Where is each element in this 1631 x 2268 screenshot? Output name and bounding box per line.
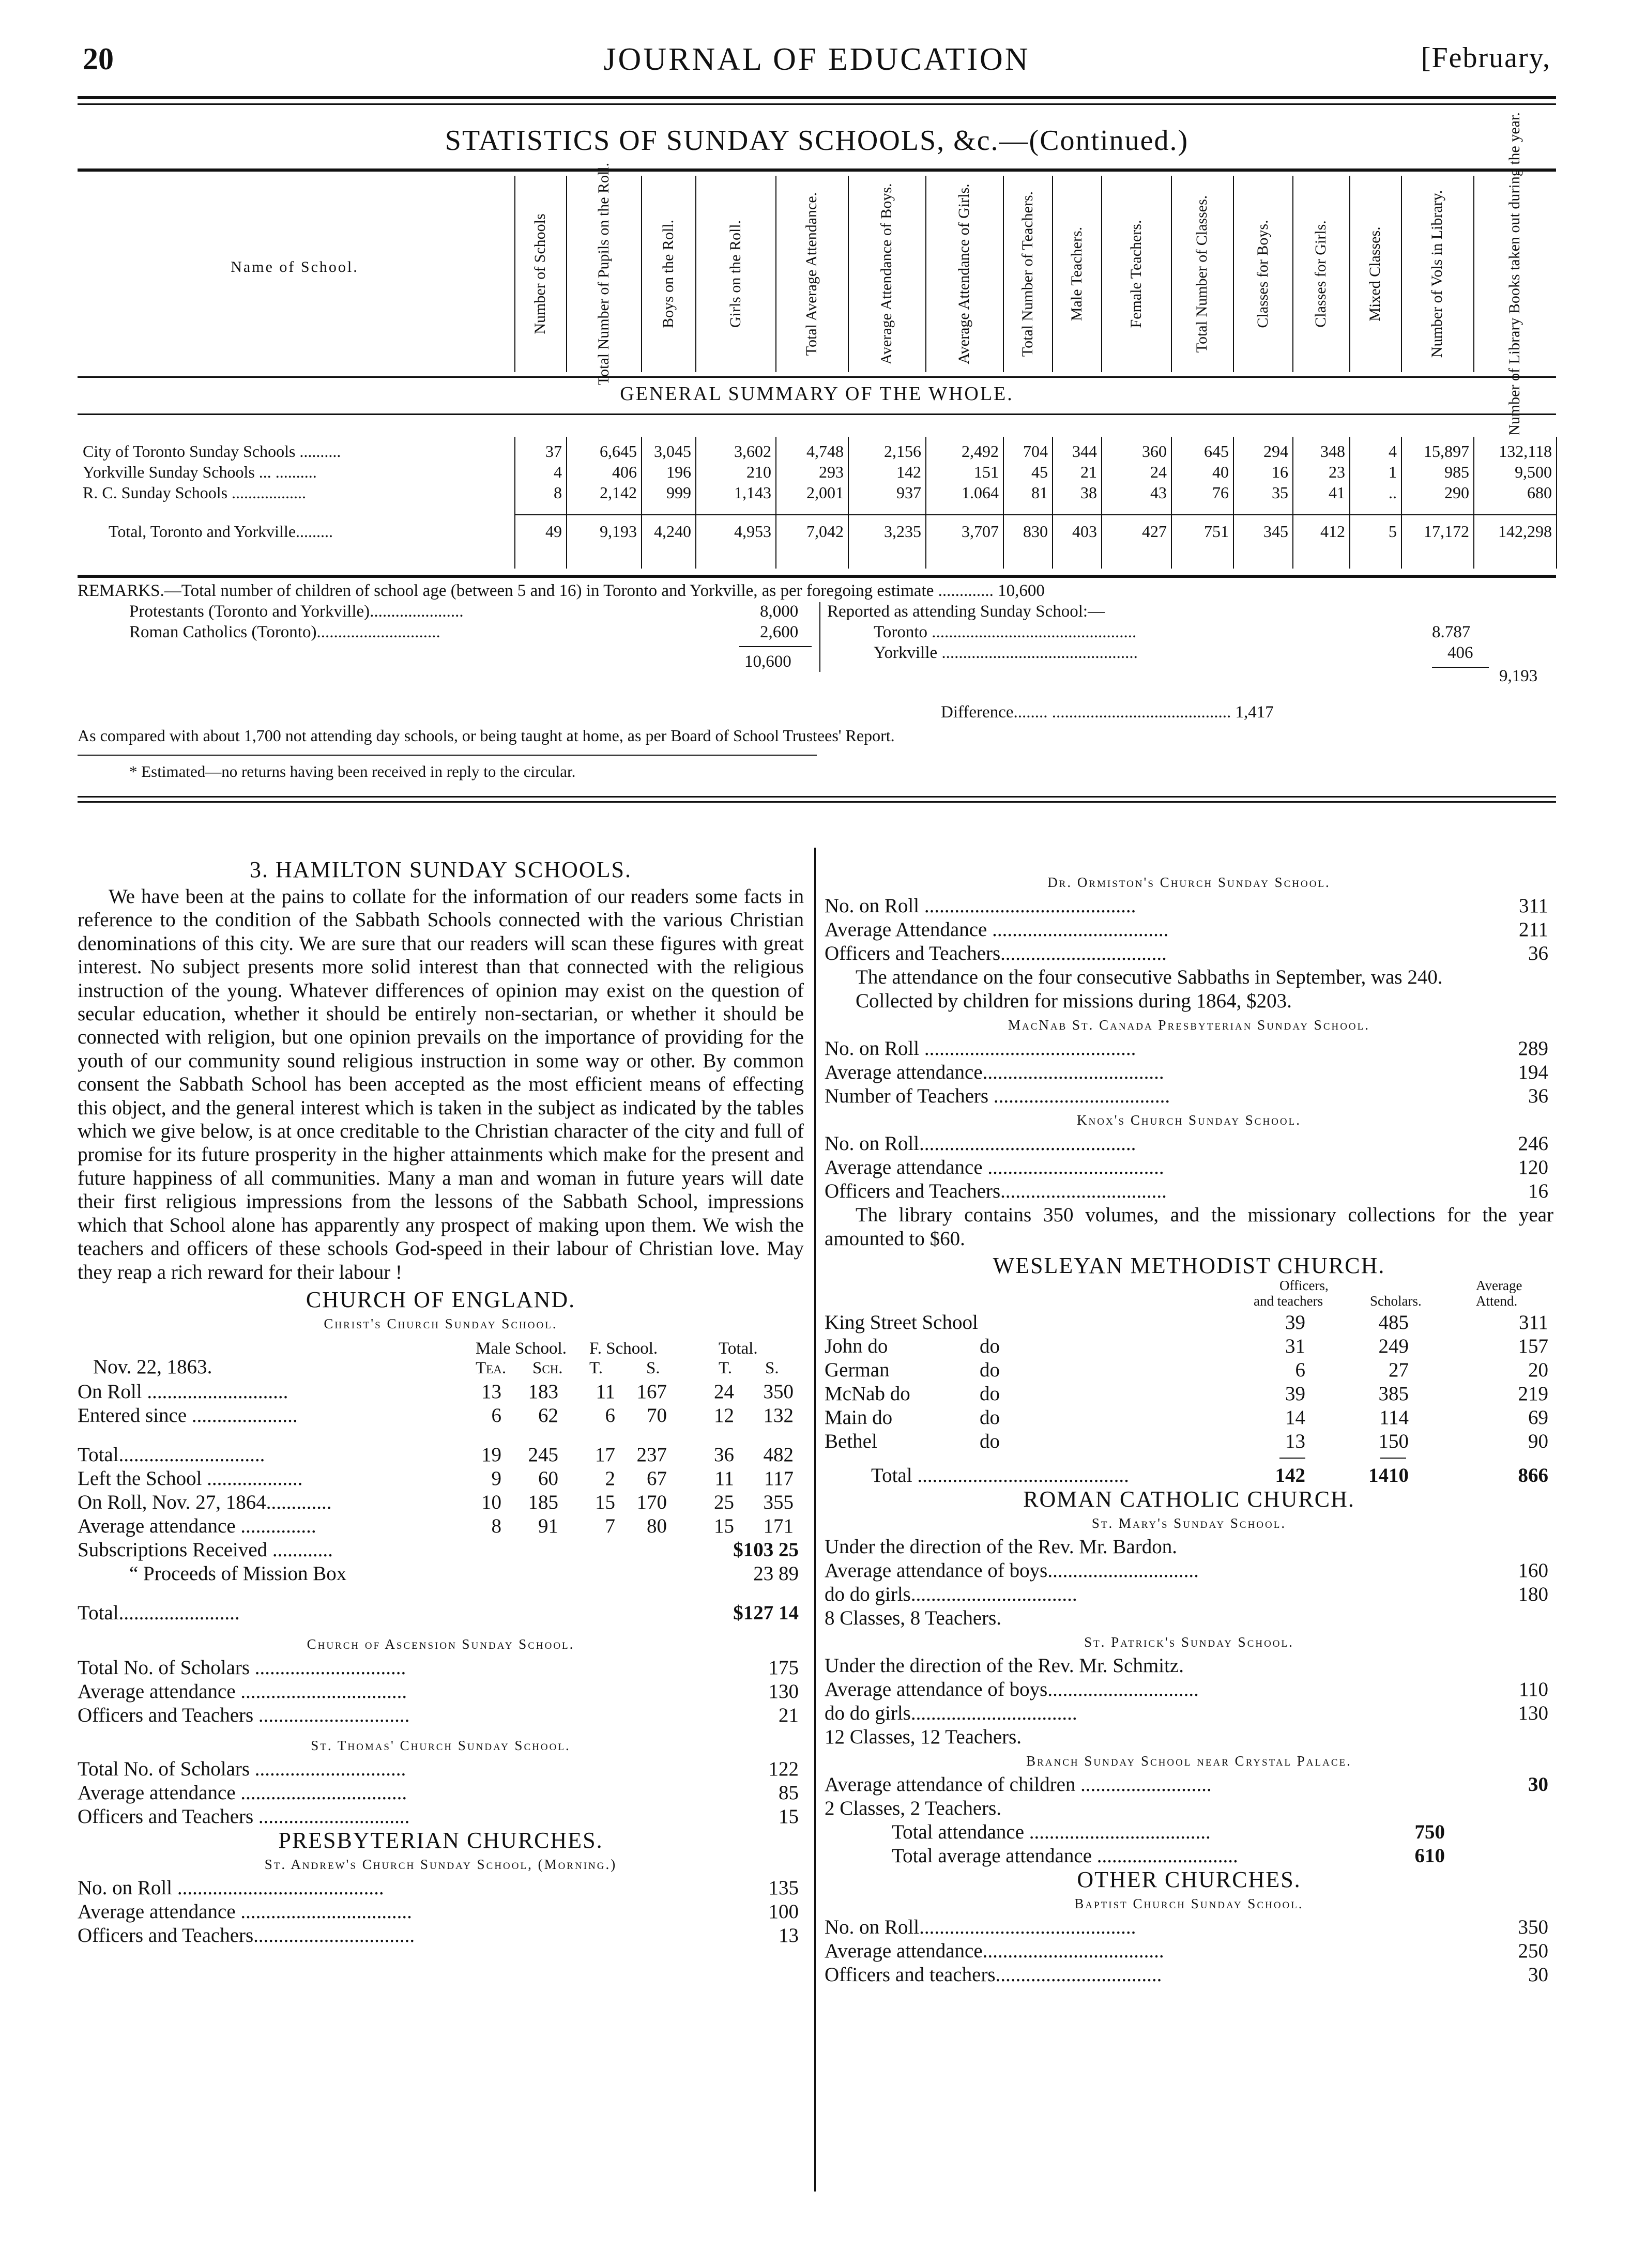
st-mary-heading: St. Mary's Sunday School.: [1091, 1515, 1287, 1531]
stat-cell: 40: [1212, 463, 1229, 481]
macnab-heading: MacNab St. Canada Presbyterian Sunday School.: [1008, 1017, 1370, 1033]
stat-cell: 3,235: [884, 522, 921, 541]
stat-column-header: Total Number of Classes.: [1193, 195, 1210, 353]
stat-column-header: Mixed Classes.: [1366, 226, 1383, 321]
stat-cell: 294: [1263, 442, 1288, 461]
remarks-total-rule: [1432, 667, 1489, 668]
branch-total-row: Total attendance .................................... 750: [892, 1821, 1445, 1843]
stat-cell: 985: [1444, 463, 1469, 481]
stat-cell: 360: [1142, 442, 1167, 461]
st-mary-classes: 8 Classes, 8 Teachers.: [825, 1607, 1002, 1629]
christ-row: Entered since ..................... 6 62 6 70 12 132: [78, 1404, 794, 1427]
remarks-divider: [819, 602, 820, 672]
stat-cell: 132,118: [1499, 442, 1552, 461]
stat-column-header: Number of Library Books taken out during the year.: [1506, 112, 1523, 436]
wesleyan-table-head: Officers, and teachers Scholars. Average Attend.: [1254, 1278, 1522, 1309]
baptist-rows: [825, 1915, 1553, 1987]
stat-cell: 704: [1023, 442, 1048, 461]
wesleyan-row: German do 6 27 20: [825, 1359, 1548, 1381]
remarks-toronto-label: Toronto ................................................: [874, 623, 1137, 641]
stat-cell: 403: [1072, 522, 1097, 541]
hamilton-heading: 3. HAMILTON SUNDAY SCHOOLS.: [250, 857, 632, 882]
stats-bottom-rule: [78, 575, 1556, 578]
right-column: [825, 858, 1553, 1987]
coe-heading: CHURCH OF ENGLAND.: [306, 1286, 576, 1312]
stat-cell: 210: [746, 463, 771, 481]
stat-column-header: Total Average Attendance.: [803, 192, 820, 356]
list-row: do do girls................................. 130: [825, 1702, 1548, 1724]
stat-cell: 2,001: [806, 483, 844, 502]
page-number: 20: [83, 42, 114, 76]
remarks-line: REMARKS.—Total number of children of school age (between 5 and 16) in Toronto and Yorkville, as per foregoing estimate ............. 10,600: [78, 581, 1045, 600]
list-row: No. on Roll .......................................... 311: [825, 895, 1548, 917]
stat-row-name: R. C. Sunday Schools ..................: [83, 483, 307, 502]
stat-cell: 45: [1031, 463, 1048, 481]
list-row: do do girls................................. 180: [825, 1583, 1548, 1605]
stat-cell: 151: [974, 463, 999, 481]
stat-cell: 41: [1329, 483, 1345, 502]
stat-cell: 412: [1320, 522, 1345, 541]
stat-cell: 49: [545, 522, 562, 541]
knox-rows: [825, 1132, 1553, 1203]
stat-cell: 17,172: [1424, 522, 1469, 541]
stat-cell: 81: [1031, 483, 1048, 502]
stat-cell: 344: [1072, 442, 1097, 461]
stat-cell: 2,156: [884, 442, 921, 461]
footnote-rule: [78, 755, 817, 756]
stat-row-name: City of Toronto Sunday Schools ..........: [83, 442, 341, 461]
ormiston-text-1: The attendance on the four consecutive Sabbaths in September, was 240.: [856, 966, 1443, 988]
stat-column-header: Total Number of Teachers.: [1018, 191, 1036, 357]
remarks-yorkville-label: Yorkville ..............................................: [874, 643, 1138, 662]
list-row: Officers and Teachers................................. 16: [825, 1180, 1548, 1202]
stat-column-header: Girls on the Roll.: [726, 220, 744, 328]
christ-row: On Roll ............................ 13 183 11 167 24 350: [78, 1380, 794, 1403]
remarks-rc-value: 2,600: [760, 623, 799, 641]
stat-cell: 9,193: [600, 522, 637, 541]
page-header: [83, 41, 1551, 83]
wesleyan-row: McNab do do 39 385 219: [825, 1383, 1548, 1405]
stat-column-header: Number of Schools: [531, 213, 548, 334]
christ-row: Average attendance ............... 8 91 7 80 15 171: [78, 1514, 794, 1537]
rc-heading: ROMAN CATHOLIC CHURCH.: [1023, 1487, 1355, 1512]
knox-heading: Knox's Church Sunday School.: [1077, 1112, 1301, 1128]
general-summary-title: GENERAL SUMMARY OF THE WHOLE.: [620, 383, 1014, 405]
stat-cell: 8: [554, 483, 562, 502]
list-row: No. on Roll ......................................... 135: [78, 1876, 799, 1899]
remarks-sum: 10,600: [744, 652, 791, 671]
stat-cell: 645: [1204, 442, 1229, 461]
ormiston-heading: Dr. Ormiston's Church Sunday School.: [1047, 875, 1331, 890]
st-mary-direction: Under the direction of the Rev. Mr. Bardon.: [825, 1536, 1177, 1558]
list-row: No. on Roll .......................................... 289: [825, 1037, 1548, 1060]
stat-cell: 4: [554, 463, 562, 481]
issue-month: [February,: [1421, 42, 1551, 74]
remarks-toronto-value: 8.787: [1432, 623, 1471, 641]
section-rule: [78, 796, 1556, 798]
stat-cell: 937: [896, 483, 921, 502]
stat-column-header: Classes for Boys.: [1254, 220, 1271, 328]
st-thomas-heading: St. Thomas' Church Sunday School.: [311, 1737, 571, 1753]
footnote: * Estimated—no returns having been received in reply to the circular.: [129, 762, 576, 780]
header-rule: [78, 96, 1556, 99]
stat-cell: 6,645: [600, 442, 637, 461]
st-patrick-classes: 12 Classes, 12 Teachers.: [825, 1726, 1022, 1748]
stat-cell: 15,897: [1424, 442, 1469, 461]
stat-cell: 345: [1263, 522, 1288, 541]
stat-cell: 830: [1023, 522, 1048, 541]
stat-cell: 4,748: [806, 442, 844, 461]
stat-cell: 2,142: [600, 483, 637, 502]
remarks-yorkville-value: 406: [1447, 643, 1473, 662]
st-andrew-heading: St. Andrew's Church Sunday School, (Morning.): [264, 1856, 617, 1872]
christ-row: On Roll, Nov. 27, 1864............. 10 185 15 170 25 355: [78, 1491, 794, 1513]
stat-column-header: Total Number of Pupils on the Roll.: [595, 162, 612, 386]
st-mary-rows: [825, 1559, 1553, 1606]
stat-row: [78, 483, 1556, 506]
christ-rows: [78, 1380, 804, 1538]
christ-row: Left the School ................... 9 60 2 67 11 117: [78, 1467, 794, 1490]
stat-cell: 24: [1150, 463, 1167, 481]
stat-column-header: Average Attendance of Girls.: [955, 183, 972, 364]
stat-cell: 3,707: [962, 522, 999, 541]
summary-rule: [78, 413, 1556, 415]
wesleyan-total-row: Total .......................................... 142 1410 866: [871, 1464, 1548, 1487]
stats-header-rule: [78, 376, 1556, 378]
stat-row: [78, 463, 1556, 485]
stat-row: [78, 522, 1556, 545]
branch-heading: Branch Sunday School near Crystal Palace.: [1026, 1753, 1352, 1769]
stat-cell: 1,143: [734, 483, 771, 502]
remarks-protestants-value: 8,000: [760, 602, 799, 621]
stat-cell: 348: [1320, 442, 1345, 461]
baptist-heading: Baptist Church Sunday School.: [1074, 1896, 1304, 1911]
wesleyan-total-rules: [825, 1453, 1553, 1464]
christ-church-heading: Christ's Church Sunday School.: [324, 1315, 558, 1331]
stat-cell: 35: [1272, 483, 1288, 502]
remarks-reported: Reported as attending Sunday School:—: [827, 602, 1105, 621]
list-row: Average attendance ................................. 85: [78, 1781, 799, 1804]
stat-cell: 5: [1389, 522, 1397, 541]
stat-row-name: Total, Toronto and Yorkville.........: [109, 522, 333, 541]
wesleyan-row: King Street School 39 485 311: [825, 1311, 1548, 1334]
wesleyan-row: Bethel do 13 150 90: [825, 1430, 1548, 1452]
stat-cell: 3,602: [734, 442, 771, 461]
christ-grand-total-row: Total........................ $127 14: [78, 1601, 799, 1624]
macnab-rows: [825, 1037, 1553, 1108]
stat-cell: 43: [1150, 483, 1167, 502]
stat-cell: 23: [1329, 463, 1345, 481]
remarks-sum-rule: [739, 646, 812, 647]
list-row: Average attendance.................................... 250: [825, 1940, 1548, 1962]
name-of-school-header: Name of School.: [231, 258, 359, 275]
list-row: Average Attendance ................................... 211: [825, 918, 1548, 941]
knox-text: The library contains 350 volumes, and the missionary collections for the year amounted to $60.: [825, 1204, 1553, 1250]
intro-paragraph: We have been at the pains to collate for the information of our readers some facts in reference to the condition of the Sabbath Schools connected with the various Christian denominations of this city. We are sure that our readers will scan these figures with great interest. No subject presents more solid interest than that connected with the religious instruction of the young. Whatever differences of opinion may exist on the question of secular education, whether it should be entirely non-sectarian, or whether it should be connected with religion, but one opinion prevails on the importance of providing for the youth of our community sound religious instruction in some way or other. By common consent the Sabbath School has been accepted as the most efficient means of effecting this object, and the general interest which is taken in the subject as indicated by the tables which we give below, is at once creditable to the Christian character of the city and full of promise for its future prosperity in the higher attainments which make for the present and future happiness of all communities. Many a man and woman in future years will date their first religious impressions from the lessons of the Sabbath School, impressions which that School alone has apparently any prospect of making upon them. We wish the teachers and officers of these schools God-speed in their labour of Christian love. May they reap a rich reward for their labour !: [78, 885, 804, 1283]
remarks-compared: As compared with about 1,700 not attending day schools, or being taught at home, as per Board of School Trustees' Report.: [78, 726, 895, 745]
ascension-heading: Church of Ascension Sunday School.: [307, 1636, 575, 1652]
st-patrick-direction: Under the direction of the Rev. Mr. Schmitz.: [825, 1654, 1184, 1677]
st-patrick-rows: [825, 1678, 1553, 1725]
stat-cell: ..: [1389, 483, 1397, 502]
header-rule-thin: [78, 103, 1556, 105]
list-row: Officers and Teachers................................ 13: [78, 1924, 799, 1947]
list-row: Officers and Teachers .............................. 15: [78, 1805, 799, 1828]
stat-cell: 38: [1080, 483, 1097, 502]
stat-cell: 9,500: [1515, 463, 1552, 481]
journal-title: JOURNAL OF EDUCATION: [603, 42, 1030, 77]
stat-cell: 76: [1212, 483, 1229, 502]
stat-cell: 999: [666, 483, 691, 502]
stat-cell: 3,045: [654, 442, 691, 461]
wesleyan-row: Main do do 14 114 69: [825, 1406, 1548, 1429]
stat-cell: 1.064: [962, 483, 999, 502]
stat-column-header: Boys on the Roll.: [659, 219, 677, 329]
christ-row: Total............................. 19 245 17 237 36 482: [78, 1443, 794, 1466]
stat-cell: 1: [1389, 463, 1397, 481]
stat-cell: 7,042: [806, 522, 844, 541]
stats-top-rule: [78, 168, 1556, 172]
left-column: [78, 858, 804, 1948]
st-thomas-rows: [78, 1757, 804, 1829]
st-patrick-heading: St. Patrick's Sunday School.: [1084, 1634, 1294, 1650]
list-row: Number of Teachers ................................... 36: [825, 1085, 1548, 1107]
stat-column-header: Average Attendance of Boys.: [878, 183, 895, 365]
list-row: No. on Roll........................................... 350: [825, 1916, 1548, 1938]
stat-cell: 2,492: [962, 442, 999, 461]
list-row: Officers and Teachers .............................. 21: [78, 1704, 799, 1726]
stat-cell: 4,953: [734, 522, 771, 541]
wesleyan-row: John do do 31 249 157: [825, 1335, 1548, 1357]
list-row: Total No. of Scholars .............................. 175: [78, 1656, 799, 1679]
branch-attendance-row: Average attendance of children .......................... 30: [825, 1773, 1548, 1796]
list-row: Officers and Teachers................................. 36: [825, 942, 1548, 964]
stat-column-header: Classes for Girls.: [1312, 220, 1329, 328]
branch-average-row: Total average attendance ............................ 610: [892, 1845, 1445, 1867]
stat-cell: 4: [1389, 442, 1397, 461]
stat-cell: 16: [1272, 463, 1288, 481]
list-row: Average attendance.................................... 194: [825, 1061, 1548, 1083]
christ-table-head: Male School. F. School. Total. Nov. 22, 1863. Tea. Sch. T. S. T. S.: [93, 1339, 779, 1378]
ormiston-text-2: Collected by children for missions during 1864, $203.: [856, 990, 1292, 1012]
stats-title: STATISTICS OF SUNDAY SCHOOLS, &c.—(Continued.): [445, 125, 1189, 157]
stat-column-header: Female Teachers.: [1127, 220, 1145, 328]
wesleyan-heading: WESLEYAN METHODIST CHURCH.: [993, 1253, 1385, 1278]
mission-box-row: “ Proceeds of Mission Box 23 89: [129, 1562, 799, 1585]
stat-cell: 142,298: [1498, 522, 1552, 541]
stat-cell: 196: [666, 463, 691, 481]
stat-cell: 290: [1444, 483, 1469, 502]
remarks-total: 9,193: [1499, 667, 1538, 685]
list-row: Average attendance of boys.............................. 160: [825, 1559, 1548, 1582]
stat-cell: 21: [1080, 463, 1097, 481]
stat-cell: 406: [612, 463, 637, 481]
remarks-difference: Difference........ .......................................... 1,417: [941, 703, 1274, 722]
stat-cell: 427: [1142, 522, 1167, 541]
stat-cell: 4,240: [654, 522, 691, 541]
stat-column-header: Number of Vols in Library.: [1428, 190, 1445, 358]
stat-cell: 751: [1204, 522, 1229, 541]
list-row: Average attendance of boys.............................. 110: [825, 1678, 1548, 1700]
branch-classes: 2 Classes, 2 Teachers.: [825, 1797, 1002, 1819]
stat-row-name: Yorkville Sunday Schools ... ..........: [83, 463, 317, 481]
subscriptions-row: Subscriptions Received ............ $103 25: [78, 1538, 799, 1561]
list-row: Officers and teachers................................. 30: [825, 1964, 1548, 1986]
stat-row: [78, 442, 1556, 465]
list-row: Total No. of Scholars .............................. 122: [78, 1757, 799, 1780]
column-divider: [814, 848, 816, 2192]
stat-cell: 293: [819, 463, 844, 481]
remarks-protestants-label: Protestants (Toronto and Yorkville)......................: [129, 602, 464, 621]
list-row: Average attendance ................................... 120: [825, 1156, 1548, 1178]
other-churches-heading: OTHER CHURCHES.: [1077, 1867, 1301, 1892]
stat-column-header: Male Teachers.: [1068, 226, 1085, 321]
list-row: No. on Roll........................................... 246: [825, 1132, 1548, 1155]
remarks-rc-label: Roman Catholics (Toronto).............................: [129, 623, 440, 641]
ascension-rows: [78, 1656, 804, 1727]
stat-cell: 680: [1527, 483, 1552, 502]
stat-cell: 37: [545, 442, 562, 461]
wesleyan-rows: [825, 1311, 1553, 1453]
list-row: Average attendance ................................. 130: [78, 1680, 799, 1703]
ormiston-rows: [825, 894, 1553, 966]
list-row: Average attendance .................................. 100: [78, 1900, 799, 1923]
presbyterian-heading: PRESBYTERIAN CHURCHES.: [278, 1827, 603, 1853]
section-rule-2: [78, 801, 1556, 803]
st-andrew-rows: [78, 1876, 804, 1948]
stat-cell: 142: [896, 463, 921, 481]
